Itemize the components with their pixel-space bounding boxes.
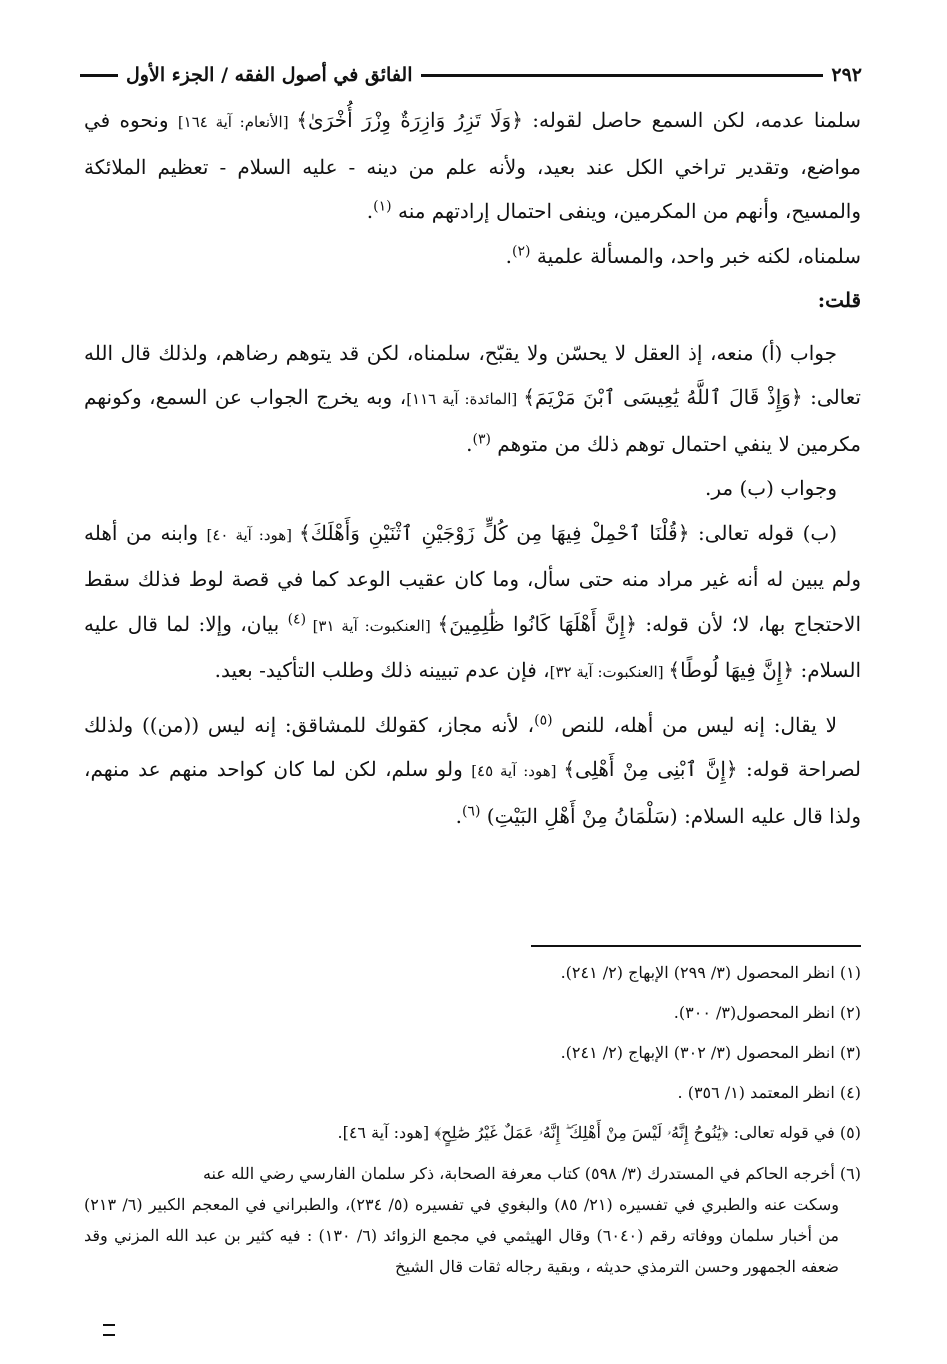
verse-reference: [هود: آية ٤٥] — [471, 762, 564, 780]
main-text — [84, 98, 861, 838]
verse-reference: [هود: آية ٤٠] — [206, 525, 299, 544]
book-title: الفائق في أصول الفقه / الجزء الأول — [126, 64, 413, 86]
paragraph: لا يقال: إنه ليس من أهله، للنص $^{(٥)}$، لأنه مجاز، كقولك للمشاقق: إنه ليس ((من)) ولذلك لصراحة قوله: ﴿إِنَّ ٱبْنِى مِنْ أَهْلِى﴾ [هود: آية ٤٥] ولو سلم، لكن لما كان كواحد منهم عد منهم، ولذا قال عليه السلام: (سَلْمَانُ مِنْ أَهْلِ البَيْتِ) $^{(٦)}$. — [84, 711, 862, 828]
paragraph: وجواب (ب) مر. — [705, 476, 837, 500]
quran-verse: ﴿وَلَا تَزِرُ وَازِرَةٌ وِزْرَ أُخْرَىٰ﴾ — [296, 108, 523, 132]
quran-verse: ﴿إِنَّ أَهْلَهَا كَانُوا ظَٰلِمِينَ﴾ — [437, 611, 637, 636]
footnote-6 — [84, 1158, 861, 1282]
footnote-4: (٤) انظر المعتمد (١/ ٣٥٦) . — [677, 1083, 861, 1102]
header-rule — [421, 74, 824, 77]
paragraph: سلمنا عدمه، لكن السمع حاصل لقوله: ﴿وَلَا تَزِرُ وَازِرَةٌ وِزْرَ أُخْرَىٰ﴾ [الأنعام: آية ١٦٤] ونحوه في مواضع، وتقدير تراخي الكل عند بعيد، ولأنه علم من دينه - عليه السلام - تعظيم الملائكة والمسيح، وأنهم من المكرمين، وينفى احتمال إرادتهم منه $^{(١)}$. — [84, 108, 861, 223]
quran-verse: ﴿إِنَّ فِيهَا لُوطًا﴾ — [668, 658, 795, 682]
footnote-marker: (٤) — [287, 610, 313, 627]
page-header — [80, 58, 862, 92]
quran-verse: ﴿إِنَّ ٱبْنِى مِنْ أَهْلِى﴾ — [563, 757, 738, 781]
footnote-1: (١) انظر المحصول (٣/ ٢٩٩) الإبهاج (٢/ ٢٤١). — [560, 963, 861, 982]
footnote-separator — [531, 945, 861, 947]
verse-reference: [الأنعام: آية ١٦٤] — [177, 113, 297, 131]
footnote-marker: (٣) — [472, 430, 491, 447]
section-heading: قلت: — [817, 288, 861, 312]
paragraph: (ب) قوله تعالى: ﴿قُلْنَا ٱحْمِلْ فِيهَا مِن كُلٍّ زَوْجَيْنِ ٱثْنَيْنِ وَأَهْلَكَ﴾ [هود: آية ٤٠] وابنه من أهله ولم يبين له أنه غير مراد منه حتى سأل، وما كان عقيب الوعد كما في قصة لوط فذلك سقط الاحتجاج بها، لا؛ لأن قوله: ﴿إِنَّ أَهْلَهَا كَانُوا ظَٰلِمِينَ﴾ [العنكبوت: آية ٣١] $^{(٤)}$ بيان، وإلا: لما قال عليه السلام: ﴿إِنَّ فِيهَا لُوطًا﴾ [العنكبوت: آية ٣٢]، فإن عدم تبيينه ذلك وطلب التأكيد- بعيد. — [84, 520, 862, 682]
footnote-marker: (١) — [373, 198, 392, 215]
paragraph: سلمناه، لكنه خبر واحد، والمسألة علمية $^{(٢)}$. — [505, 242, 861, 268]
footnote-3: (٣) انظر المحصول (٣/ ٣٠٢) الإبهاج (٢/ ٢٤١). — [560, 1043, 861, 1062]
footnote-marker: (٢) — [512, 242, 531, 259]
quran-verse: ﴿قُلْنَا ٱحْمِلْ فِيهَا مِن كُلٍّ زَوْجَيْنِ ٱثْنَيْنِ وَأَهْلَكَ﴾ — [298, 520, 690, 545]
quran-verse: ﴿وَإِذْ قَالَ ٱللَّهُ يَٰعِيسَى ٱبْنَ مَرْيَمَ﴾ — [523, 385, 803, 409]
footnote-6-first-line: (٦) أخرجه الحاكم في المستدرك (٣/ ٥٩٨) كتاب معرفة الصحابة، ذكر سلمان الفارسي رضي الله عنه — [202, 1164, 861, 1183]
footnote-marker: (٥) — [534, 711, 553, 728]
footnote-6-continuation: وسكت عنه والطبري في تفسيره (٢١/ ٨٥) والبغوي في تفسيره (٥/ ٢٣٤)، والطبراني في المعجم الكبير (٦/ ٢١٣) من أخبار سلمان ووفاته رقم (٦٠٤٠) وقال الهيثمي في مجمع الزوائد (٦/ ١٣٠) : فيه كثير بن عبد الله المزني وقد ضعفه الجمهور وحسن الترمذي حديثه ، وبقية رجاله ثقات قال الشيخ — [84, 1195, 840, 1276]
verse-reference: [العنكبوت: آية ٣٢] — [549, 663, 669, 681]
footnote-5: (٥) في قوله تعالى: ﴿يَٰنُوحُ إِنَّهُۥ لَيْسَ مِنْ أَهْلِكَ ۖ إِنَّهُۥ عَمَلٌ غَيْرُ صَٰلِحٍ﴾ [هود: آية ٤٦]. — [337, 1123, 861, 1142]
footnote-2: (٢) انظر المحصول(٣/ ٣٠٠). — [673, 1003, 861, 1022]
footnote-marker: (٦) — [461, 802, 481, 819]
page-number: ٢٩٢ — [831, 64, 862, 86]
verse-reference: [المائدة: آية ١١٦] — [406, 390, 524, 408]
continuation-mark — [103, 1324, 115, 1336]
header-rule-end — [80, 74, 118, 77]
paragraph: جواب (أ) منعه، إذ العقل لا يحسّن ولا يقبّح، سلمناه، لكن قد يتوهم رضاهم، ولذلك قال الله تعالى: ﴿وَإِذْ قَالَ ٱللَّهُ يَٰعِيسَى ٱبْنَ مَرْيَمَ﴾ [المائدة: آية ١١٦]، وبه يخرج الجواب عن السمع، وكونهم مكرمين لا ينفي احتمال توهم ذلك من متوهم $^{(٣)}$. — [84, 340, 861, 456]
verse-reference: [العنكبوت: آية ٣١] — [312, 616, 438, 635]
footnotes — [84, 953, 861, 1282]
